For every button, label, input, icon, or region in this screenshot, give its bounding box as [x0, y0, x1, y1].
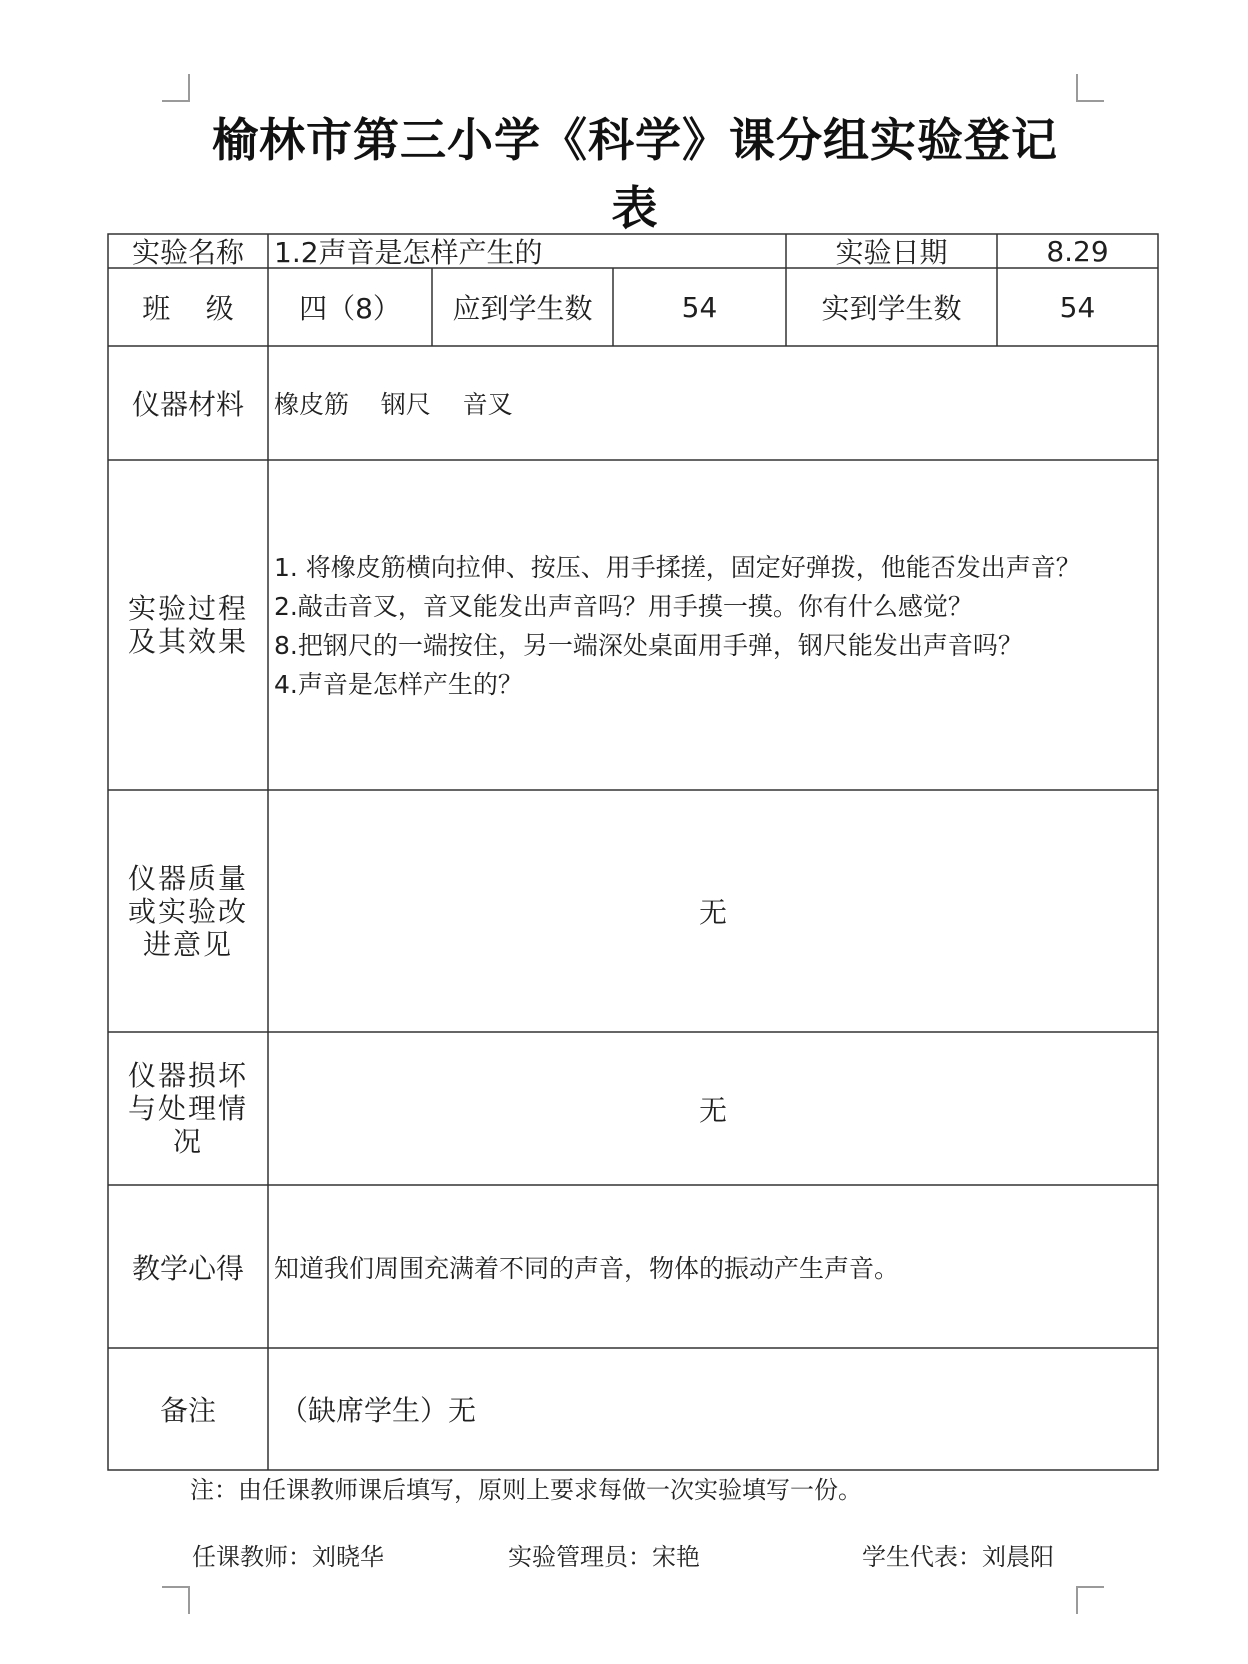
quality-label-line-2: 或实验改 — [127, 894, 248, 928]
admin-signature: 实验管理员：宋艳 — [508, 1543, 700, 1571]
process-label-line-1: 实验过程 — [127, 592, 248, 625]
actual-students-value: 54 — [1059, 290, 1096, 324]
process-label — [108, 460, 268, 790]
experiment-date-label: 实验日期 — [835, 236, 948, 269]
experiment-date-value: 8.29 — [1046, 234, 1109, 268]
damage-value: 无 — [698, 1093, 727, 1127]
materials-label: 仪器材料 — [131, 388, 244, 421]
experiment-name-label: 实验名称 — [131, 236, 244, 269]
actual-students-label: 实到学生数 — [821, 292, 962, 325]
crop-mark-top-left — [162, 74, 190, 102]
crop-mark-bottom-left — [162, 1586, 190, 1614]
quality-label-line-1: 仪器质量 — [127, 861, 248, 895]
process-label-line-2: 及其效果 — [127, 625, 248, 658]
process-steps — [274, 548, 1154, 728]
process-step: 4.声音是怎样产生的？ — [274, 670, 523, 699]
quality-value: 无 — [698, 896, 727, 929]
damage-label-line-2: 与处理情 — [127, 1092, 248, 1125]
expected-students-value: 54 — [681, 290, 718, 324]
crop-mark-bottom-right — [1076, 1586, 1104, 1614]
process-step: 2.敲击音叉，音叉能发出声音吗？用手摸一摸。你有什么感觉？ — [274, 592, 973, 621]
quality-label — [108, 790, 268, 1032]
process-step: 1. 将橡皮筋横向拉伸、按压、用手揉搓，固定好弹拨，他能否发出声音？ — [274, 553, 1081, 582]
expected-students-label: 应到学生数 — [452, 292, 593, 325]
class-label: 班 级 — [142, 292, 234, 325]
reflection-value: 知道我们周围充满着不同的声音，物体的振动产生声音。 — [274, 1253, 900, 1283]
materials-value: 橡皮筋 钢尺 音叉 — [274, 390, 513, 419]
document-title-line-2: 表 — [611, 181, 659, 235]
quality-label-line-3: 进意见 — [142, 927, 233, 961]
damage-label-line-3: 况 — [172, 1125, 203, 1158]
student-signature: 学生代表：刘晨阳 — [862, 1543, 1054, 1571]
document-title-line-1: 榆林市第三小学《科学》课分组实验登记 — [212, 113, 1058, 167]
class-value: 四（8） — [299, 292, 401, 325]
reflection-label: 教学心得 — [131, 1251, 244, 1285]
crop-mark-top-right — [1076, 74, 1104, 102]
damage-label-line-1: 仪器损坏 — [127, 1059, 248, 1092]
remarks-label: 备注 — [159, 1394, 216, 1427]
footnote: 注：由任课教师课后填写，原则上要求每做一次实验填写一份。 — [190, 1476, 862, 1504]
process-step: 8.把钢尺的一端按住，另一端深处桌面用手弹，钢尺能发出声音吗？ — [274, 631, 1023, 660]
experiment-name-value: 1.2声音是怎样产生的 — [274, 236, 543, 269]
teacher-signature: 任课教师：刘晓华 — [192, 1543, 384, 1571]
damage-label — [108, 1032, 268, 1185]
remarks-value: （缺席学生）无 — [280, 1394, 477, 1427]
